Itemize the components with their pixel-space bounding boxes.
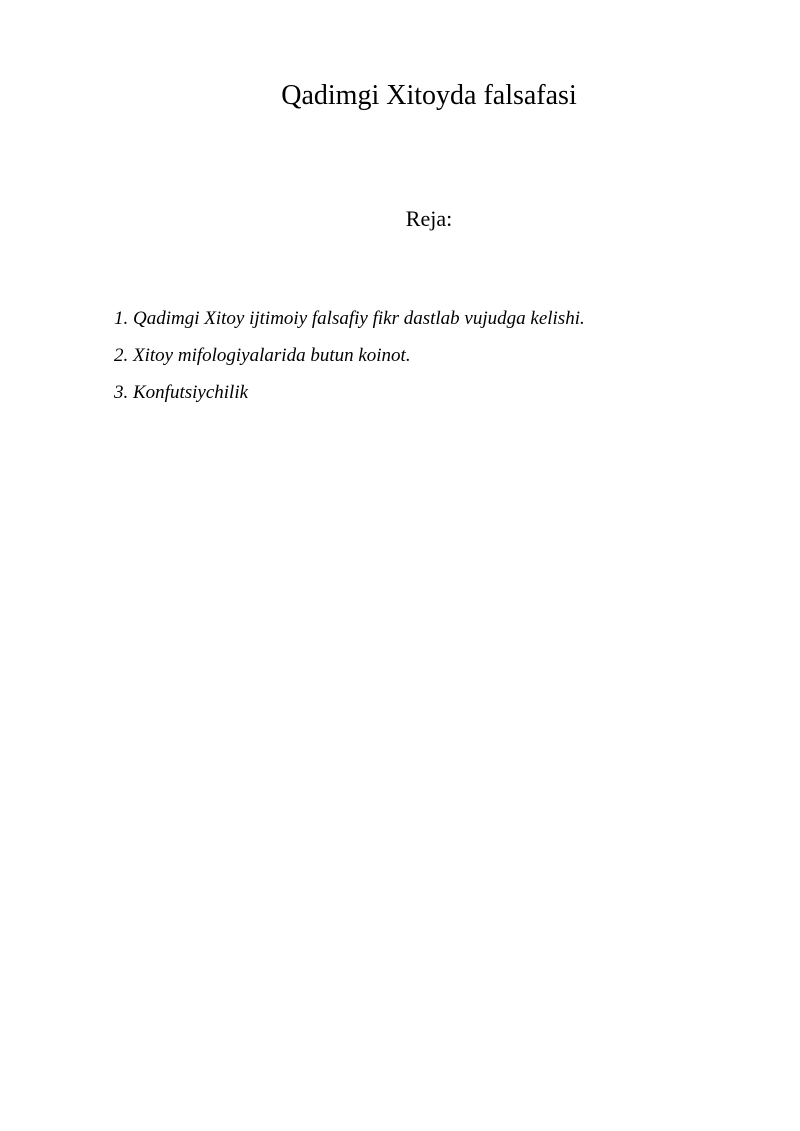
plan-item xyxy=(114,342,585,379)
plan-item-text: Konfutsiychilik xyxy=(133,382,249,403)
plan-list xyxy=(114,305,585,416)
plan-item xyxy=(114,379,585,416)
document-title: Qadimgi Xitoyda falsafasi xyxy=(281,80,577,111)
plan-item-number: 3. xyxy=(114,382,129,403)
plan-item-number: 1. xyxy=(114,308,129,329)
plan-item-number: 2. xyxy=(114,345,129,366)
plan-item-text: Qadimgi Xitoy ijtimoiy falsafiy fikr dastlab vujudga kelishi. xyxy=(133,308,585,329)
plan-item xyxy=(114,305,585,342)
plan-item-text: Xitoy mifologiyalarida butun koinot. xyxy=(133,345,411,366)
plan-heading: Reja: xyxy=(405,206,453,231)
